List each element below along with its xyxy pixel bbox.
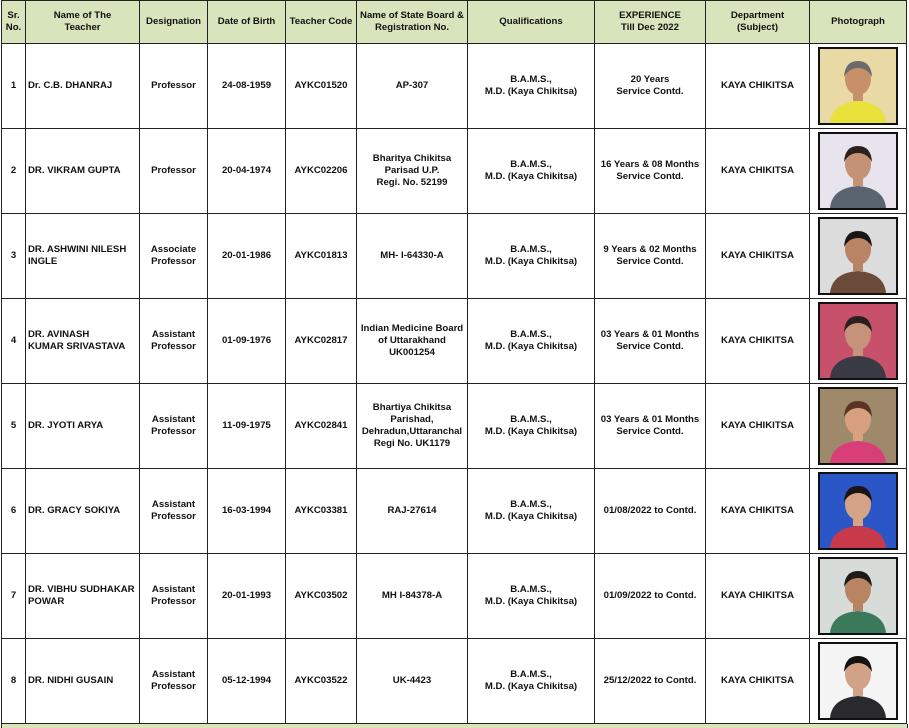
col-header-name: Name of The Teacher (26, 1, 140, 44)
cell-designation: Assistant Professor (140, 469, 208, 554)
table-row (2, 44, 907, 129)
cell-experience: 01/08/2022 to Contd. (595, 469, 706, 554)
cell-designation: Professor (140, 129, 208, 214)
col-header-qualifications: Qualifications (468, 1, 595, 44)
cell-teacher-code: AYKC01813 (286, 214, 357, 299)
cell-teacher-code: AYKC03381 (286, 469, 357, 554)
cell-state-board-registration: Bharitya Chikitsa Parisad U.P. Regi. No. 52199 (357, 129, 468, 214)
cell-designation: Assistant Professor (140, 384, 208, 469)
cell-photograph (810, 554, 907, 639)
cell-department: KAYA CHIKITSA (706, 469, 810, 554)
cell-date-of-birth: 20-04-1974 (208, 129, 286, 214)
cell-photograph (810, 129, 907, 214)
cell-teacher-code: AYKC02206 (286, 129, 357, 214)
cell-sr: 8 (2, 639, 26, 724)
cell-state-board-registration: UK-4423 (357, 639, 468, 724)
col-header-designation: Designation (140, 1, 208, 44)
portrait-placeholder-icon (820, 474, 896, 548)
portrait-placeholder-icon (820, 559, 896, 633)
cell-photograph (810, 639, 907, 724)
cell-photograph (810, 44, 907, 129)
col-header-code: Teacher Code (286, 1, 357, 44)
cell-experience: 20 Years Service Contd. (595, 44, 706, 129)
cell-qualifications: B.A.M.S., M.D. (Kaya Chikitsa) (468, 44, 595, 129)
table-row (2, 214, 907, 299)
cell-date-of-birth: 16-03-1994 (208, 469, 286, 554)
cell-teacher-name: DR. JYOTI ARYA (26, 384, 140, 469)
col-header-dob: Date of Birth (208, 1, 286, 44)
cell-sr: 6 (2, 469, 26, 554)
col-header-department: Department (Subject) (706, 1, 810, 44)
teacher-photo (818, 47, 898, 125)
teacher-photo (818, 557, 898, 635)
cell-date-of-birth: 01-09-1976 (208, 299, 286, 384)
cell-designation: Assistant Professor (140, 554, 208, 639)
cell-state-board-registration: MH- I-64330-A (357, 214, 468, 299)
cell-experience: 25/12/2022 to Contd. (595, 639, 706, 724)
cell-qualifications: B.A.M.S., M.D. (Kaya Chikitsa) (468, 129, 595, 214)
cell-department: KAYA CHIKITSA (706, 299, 810, 384)
cell-teacher-code: AYKC03522 (286, 639, 357, 724)
cell-department: KAYA CHIKITSA (706, 384, 810, 469)
col-header-sr: Sr. No. (2, 1, 26, 44)
table-row (2, 469, 907, 554)
cell-teacher-code: AYKC01520 (286, 44, 357, 129)
cell-teacher-name: DR. VIBHU SUDHAKAR POWAR (26, 554, 140, 639)
teacher-photo (818, 302, 898, 380)
cell-teacher-name: DR. NIDHI GUSAIN (26, 639, 140, 724)
cell-date-of-birth: 11-09-1975 (208, 384, 286, 469)
cell-state-board-registration: Indian Medicine Board of Uttarakhand UK001254 (357, 299, 468, 384)
cell-designation: Assistant Professor (140, 639, 208, 724)
cell-qualifications: B.A.M.S., M.D. (Kaya Chikitsa) (468, 384, 595, 469)
cell-teacher-name: DR. GRACY SOKIYA (26, 469, 140, 554)
table-row (2, 299, 907, 384)
cell-designation: Assistant Professor (140, 299, 208, 384)
cell-photograph (810, 469, 907, 554)
cell-department: KAYA CHIKITSA (706, 214, 810, 299)
cell-sr: 4 (2, 299, 26, 384)
cell-teacher-name: Dr. C.B. DHANRAJ (26, 44, 140, 129)
portrait-placeholder-icon (820, 644, 896, 718)
cell-department: KAYA CHIKITSA (706, 639, 810, 724)
cell-photograph (810, 384, 907, 469)
cell-state-board-registration: RAJ-27614 (357, 469, 468, 554)
cell-date-of-birth: 05-12-1994 (208, 639, 286, 724)
cell-photograph (810, 214, 907, 299)
cell-state-board-registration: AP-307 (357, 44, 468, 129)
table-row (2, 639, 907, 724)
table-row (2, 129, 907, 214)
cell-teacher-name: DR. ASHWINI NILESH INGLE (26, 214, 140, 299)
cell-teacher-code: AYKC02817 (286, 299, 357, 384)
teacher-photo (818, 217, 898, 295)
cell-teacher-code: AYKC03502 (286, 554, 357, 639)
cell-teacher-name: DR. VIKRAM GUPTA (26, 129, 140, 214)
teacher-photo (818, 642, 898, 720)
cell-qualifications: B.A.M.S., M.D. (Kaya Chikitsa) (468, 214, 595, 299)
teacher-photo (818, 387, 898, 465)
portrait-placeholder-icon (820, 389, 896, 463)
cell-state-board-registration: MH I-84378-A (357, 554, 468, 639)
cell-sr: 3 (2, 214, 26, 299)
teacher-photo (818, 132, 898, 210)
cell-experience: 03 Years & 01 Months Service Contd. (595, 384, 706, 469)
cell-sr: 2 (2, 129, 26, 214)
cell-date-of-birth: 24-08-1959 (208, 44, 286, 129)
cell-experience: 01/09/2022 to Contd. (595, 554, 706, 639)
cell-sr: 5 (2, 384, 26, 469)
cell-department: KAYA CHIKITSA (706, 554, 810, 639)
cell-designation: Associate Professor (140, 214, 208, 299)
cell-teacher-name: DR. AVINASH KUMAR SRIVASTAVA (26, 299, 140, 384)
col-header-photograph: Photograph (810, 1, 907, 44)
table-row (2, 554, 907, 639)
header-row (2, 1, 907, 44)
portrait-placeholder-icon (820, 304, 896, 378)
cell-experience: 03 Years & 01 Months Service Contd. (595, 299, 706, 384)
portrait-placeholder-icon (820, 219, 896, 293)
portrait-placeholder-icon (820, 49, 896, 123)
cell-experience: 16 Years & 08 Months Service Contd. (595, 129, 706, 214)
cell-photograph (810, 299, 907, 384)
portrait-placeholder-icon (820, 134, 896, 208)
cell-designation: Professor (140, 44, 208, 129)
faculty-table (1, 0, 907, 724)
cell-department: KAYA CHIKITSA (706, 44, 810, 129)
cell-date-of-birth: 20-01-1986 (208, 214, 286, 299)
table-row (2, 384, 907, 469)
cell-date-of-birth: 20-01-1993 (208, 554, 286, 639)
cell-experience: 9 Years & 02 Months Service Contd. (595, 214, 706, 299)
cell-sr: 1 (2, 44, 26, 129)
cell-sr: 7 (2, 554, 26, 639)
teacher-photo (818, 472, 898, 550)
cell-qualifications: B.A.M.S., M.D. (Kaya Chikitsa) (468, 299, 595, 384)
cell-state-board-registration: Bhartiya Chikitsa Parishad, Dehradun,Uttaranchal Regi No. UK1179 (357, 384, 468, 469)
cell-qualifications: B.A.M.S., M.D. (Kaya Chikitsa) (468, 639, 595, 724)
cell-teacher-code: AYKC02841 (286, 384, 357, 469)
cell-qualifications: B.A.M.S., M.D. (Kaya Chikitsa) (468, 469, 595, 554)
col-header-board: Name of State Board & Registration No. (357, 1, 468, 44)
cell-department: KAYA CHIKITSA (706, 129, 810, 214)
cell-qualifications: B.A.M.S., M.D. (Kaya Chikitsa) (468, 554, 595, 639)
col-header-experience: EXPERIENCE Till Dec 2022 (595, 1, 706, 44)
